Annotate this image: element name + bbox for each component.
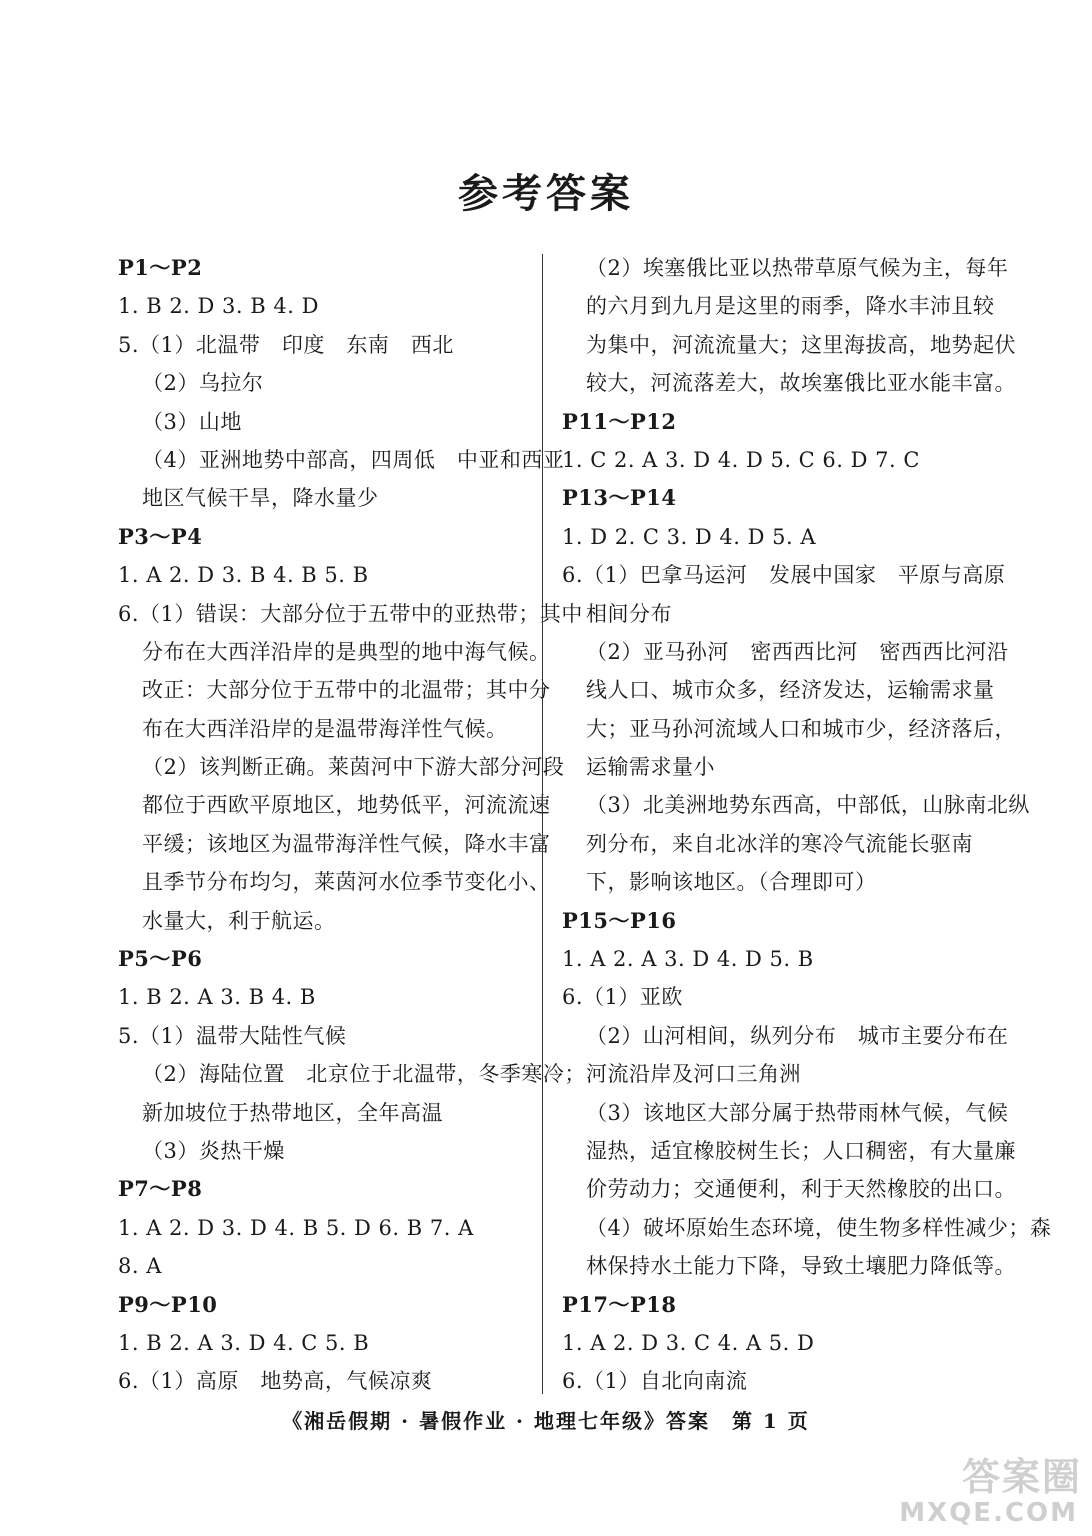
answer-line: 地区气候干旱，降水量少 [142,486,379,511]
answer-line: 1. B 2. D 3. B 4. D [118,294,319,319]
left-column [118,249,586,1401]
answer-line: 下，影响该地区。（合理即可） [586,870,877,895]
column-divider [542,254,543,1394]
answer-line: 6.（1）亚欧 [562,985,683,1010]
answer-line: 5.（1）北温带 印度 东南 西北 [118,332,454,357]
answer-line: 新加坡位于热带地区，全年高温 [142,1100,443,1125]
answer-line: （3）炎热干燥 [142,1138,285,1163]
answer-line: 为集中，河流流量大；这里海拔高，地势起伏 [586,332,1016,357]
section-heading: P3～P4 [118,523,203,549]
answer-line: 6.（1）错误：大部分位于五带中的亚热带；其中 [118,601,583,626]
answer-line: （4）亚洲地势中部高，四周低 中亚和西亚 [142,447,565,472]
section-heading: P13～P14 [562,485,677,511]
answer-line: （2）该判断正确。莱茵河中下游大部分河段 [142,755,565,780]
answer-line: 1. A 2. D 3. B 4. B 5. B [118,563,369,588]
answer-line: （3）北美洲地势东西高，中部低，山脉南北纵 [586,793,1030,818]
section-heading: P15～P16 [562,907,677,933]
answer-line: 列分布，来自北冰洋的寒冷气流能长驱南 [586,831,973,856]
answer-line: 1. A 2. D 3. C 4. A 5. D [562,1330,815,1355]
section-heading: P17～P18 [562,1291,677,1317]
right-column [562,249,1052,1401]
answer-line: 的六月到九月是这里的雨季，降水丰沛且较 [586,294,995,319]
answer-line: 且季节分布均匀，莱茵河水位季节变化小、 [142,870,551,895]
watermark-logo [899,1446,1082,1528]
watermark-cn: 答案圈 [961,1455,1082,1499]
answer-line: 水量大，利于航运。 [142,908,336,933]
answer-line: 布在大西洋沿岸的是温带海洋性气候。 [142,716,508,741]
answer-line: （3）山地 [142,409,242,434]
answer-line: 较大，河流落差大，故埃塞俄比亚水能丰富。 [586,371,1016,396]
answer-line: 都位于西欧平原地区，地势低平，河流流速 [142,793,551,818]
answer-line: 6.（1）自北向南流 [562,1369,748,1394]
answer-line: （2）海陆位置 北京位于北温带，冬季寒冷； [142,1062,586,1087]
answer-line: 8. A [118,1254,162,1279]
answer-line: 分布在大西洋沿岸的是典型的地中海气候。 [142,639,551,664]
section-heading: P7～P8 [118,1176,203,1202]
answer-line: 6.（1）高原 地势高，气候凉爽 [118,1369,433,1394]
answer-line: 1. C 2. A 3. D 4. D 5. C 6. D 7. C [562,447,920,472]
answer-line: （2）乌拉尔 [142,371,264,396]
answer-line: 1. A 2. D 3. D 4. B 5. D 6. B 7. A [118,1215,474,1240]
page-footer: 《湘岳假期 · 暑假作业 · 地理七年级》答案 第 1 页 [282,1409,810,1433]
answer-line: 价劳动力；交通便利，利于天然橡胶的出口。 [586,1177,1016,1202]
section-heading: P9～P10 [118,1291,218,1317]
answer-line: 湿热，适宜橡胶树生长；人口稠密，有大量廉 [586,1138,1016,1163]
answer-line: 大；亚马孙河流域人口和城市少，经济落后， [586,716,1016,741]
answer-line: 林保持水土能力下降，导致土壤肥力降低等。 [586,1254,1016,1279]
answer-line: （4）破坏原始生态环境，使生物多样性减少；森 [586,1215,1052,1240]
section-heading: P1～P2 [118,255,203,280]
page-title: 参考答案 [458,171,634,217]
answer-line: 1. D 2. C 3. D 4. D 5. A [562,524,817,549]
section-heading: P5～P6 [118,946,203,972]
answer-line: 河流沿岸及河口三角洲 [586,1062,801,1087]
answer-line: 线人口、城市众多，经济发达，运输需求量 [586,678,995,703]
answer-line: 6.（1）巴拿马运河 发展中国家 平原与高原 [562,563,1006,588]
answer-line: （2）山河相间，纵列分布 城市主要分布在 [586,1023,1009,1048]
answer-line: （3）该地区大部分属于热带雨林气候，气候 [586,1100,1009,1125]
answer-line: 1. A 2. A 3. D 4. D 5. B [562,947,814,972]
answer-line: （2）亚马孙河 密西西比河 密西西比河沿 [586,639,1009,664]
section-heading: P11～P12 [562,408,677,434]
answer-line: 1. B 2. A 3. D 4. C 5. B [118,1330,370,1355]
answer-line: 改正：大部分位于五带中的北温带；其中分 [142,678,551,703]
answer-line: 相间分布 [586,601,672,626]
answer-line: 平缓；该地区为温带海洋性气候，降水丰富 [142,831,551,856]
answer-line: 1. B 2. A 3. B 4. B [118,985,316,1010]
answer-line: 运输需求量小 [586,755,715,780]
answer-line: （2）埃塞俄比亚以热带草原气候为主，每年 [586,256,1009,280]
answer-line: 5.（1）温带大陆性气候 [118,1023,347,1048]
watermark-en: MXQE.COM [899,1498,1078,1528]
